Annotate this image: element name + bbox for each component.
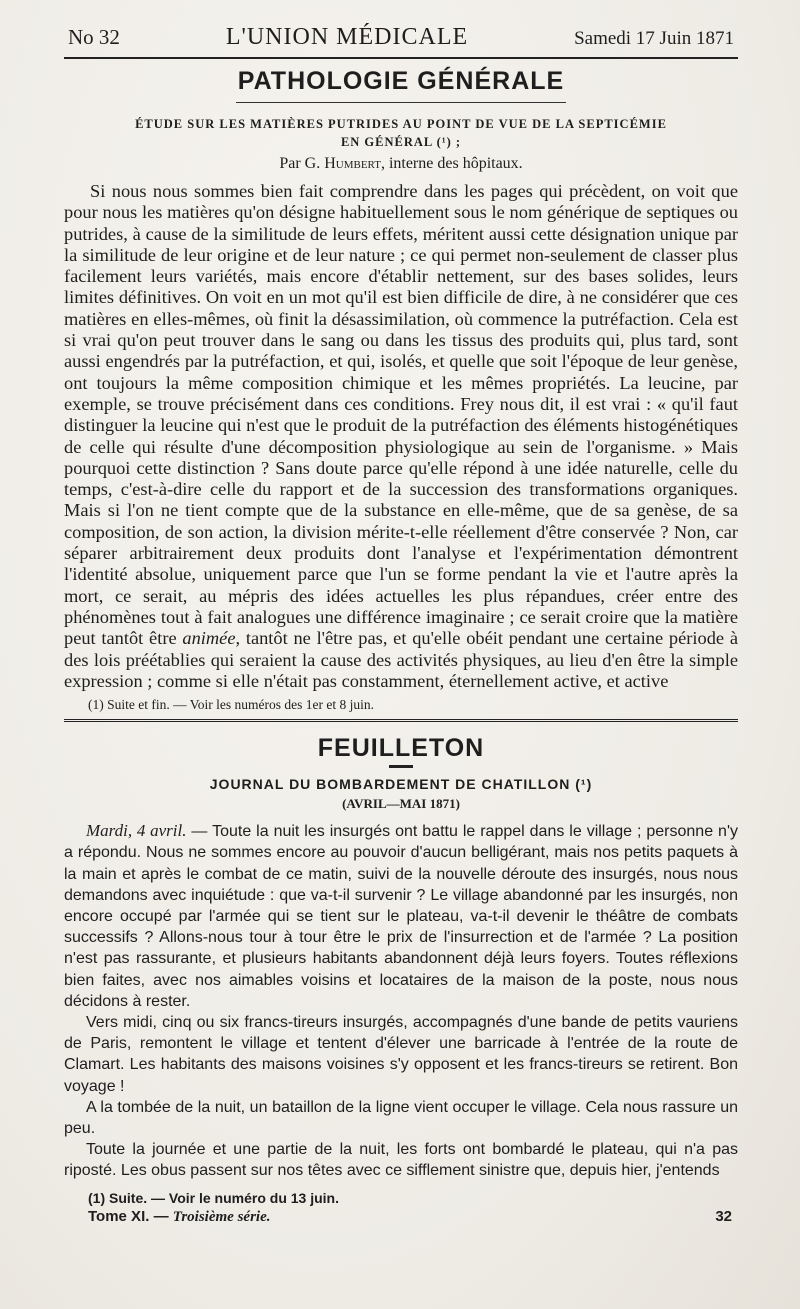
feuilleton-day-heading: Mardi, 4 avril. xyxy=(86,821,187,841)
article-body xyxy=(64,181,738,692)
footer-series: Troisième série. xyxy=(172,1208,271,1225)
article-text-italic: animée xyxy=(182,628,236,649)
page-number: 32 xyxy=(715,1207,732,1225)
feuilleton-date-range: (AVRIL—MAI 1871) xyxy=(342,796,460,812)
feuilleton-paragraph-1 xyxy=(64,820,738,1012)
article-subtitle-line1: ÉTUDE SUR LES MATIÈRES PUTRIDES AU POINT DE VUE DE LA SEPTICÉMIE xyxy=(135,117,667,131)
article-text-part2: , tantôt ne l'être pas, et qu'elle obéit pendant une certaine période à des lois préétablies qui seraient la cause des activités physiques, au lieu d'en être la simple expression ; comme si elle n'était pas constamment, éternellement active, et active xyxy=(64,628,738,691)
feuilleton-footnote: (1) Suite. — Voir le numéro du 13 juin. xyxy=(88,1189,339,1206)
feuilleton-p1-text: — Toute la nuit les insurgés ont battu le rappel dans le village ; personne n'y a répondu. Nous ne sommes encore au pouvoir d'aucun belligérant, mais nos petits paquets à la main et après le combat de ce matin, suivi de la nouvelle déroute des insurgés, nous nous demandons avec inquiétude : que va-t-il survenir ? Le village abandonné par les insurgés, non encore occupé par l'armée qui se tient sur le plateau, va-t-il devenir le théâtre de combats successifs ? Allons-nous tour à tour être le prix de l'insurrection et de l'armée ? La position n'est pas rassurante, et plusieurs habitants abandonnent déjà leurs foyers. Toutes réflexions bien faites, avec nos aimables voisins et locataires de la maison de la poste, nous nous décidons à rester. xyxy=(64,823,738,1010)
journal-title: L'UNION MÉDICALE xyxy=(225,24,469,50)
section-title-rule xyxy=(236,102,566,103)
feuilleton-paragraph-2: Vers midi, cinq ou six francs-tireurs insurgés, accompagnés d'une bande de petits vauriens de Paris, remontent le village et tentent d'élever une barricade à l'entrée de la route de Clamart. Les habitants des maisons voisines s'y opposent et les francs-tireurs se retirent. Bon voyage ! xyxy=(64,1013,738,1095)
issue-number: No 32 xyxy=(68,25,120,49)
footer-volume xyxy=(88,1208,271,1226)
feuilleton-paragraph-3: A la tombée de la nuit, un bataillon de la ligne vient occuper le village. Cela nous rassure un peu. xyxy=(64,1098,738,1137)
author-prefix: Par G. xyxy=(279,155,321,172)
article-text-part1: Si nous nous sommes bien fait comprendre dans les pages qui précèdent, on voit que pour nous les matières qu'on désigne habituellement sous le nom générique de septiques ou putrides, à cause de la similitude de leurs effets, méritent aussi cette désignation unique par la similitude de leur origine et de leur nature ; ce qui permet non-seulement de classer plus facilement leurs variétés, mais encore d'établir nettement, sur des bases solides, leurs limites définitives. On voit en un mot qu'il est bien difficile de dire, à ne considérer que ces matières en elles-mêmes, où finit la désassimilation, où commence la putréfaction. Cela est si vrai qu'on peut trouver dans le sang ou dans les tissus des produits qui, plus tard, sont aussi engendrés par la putréfaction, et qui, isolés, et quelle que soit l'époque de leur genèse, ont toujours la même composition chimique et les mêmes propriétés. La leucine, par exemple, se trouve précisément dans ces conditions. Frey nous dit, il est vrai : « qu'il faut distinguer la leucine qui n'est que le produit de la putréfaction des éléments histogénétiques de celle qui résulte d'une décomposition physiologique au sein de l'organisme. » Mais pourquoi cette distinction ? Sans doute parce qu'elle répond à une idée naturelle, celle du temps, c'est-à-dire celle du rapport et de la succession des transformations organiques. Mais si l'on ne tient compte que de la substance en elle-même, que de sa genèse, de sa composition, de son action, la division mérite-t-elle réellement d'être conservée ? Non, car séparer arbitrairement deux produits dont l'analyse et l'expérimentation démontrent l'identité absolue, uniquement parce que l'un se forme pendant la vie et l'autre après la mort, ce serait, au mépris des idées actuelles les plus répandues, créer entre des phénomènes tout à fait analogues une différence imaginaire ; ce serait croire que la matière peut tantôt être xyxy=(64,181,738,649)
feuilleton-paragraph-4: Toute la journée et une partie de la nuit, les forts ont bombardé le plateau, qui n'a pas riposté. Les obus passent sur nos têtes avec ce sifflement sinistre que, depuis hier, j'entends xyxy=(64,1141,738,1180)
page-footer xyxy=(88,1208,732,1226)
feuilleton-separator xyxy=(64,719,738,722)
footer-tome: Tome XI. — xyxy=(88,1207,173,1225)
issue-date: Samedi 17 Juin 1871 xyxy=(574,28,734,49)
article-subtitle xyxy=(64,115,738,151)
feuilleton-title-dash xyxy=(389,765,413,768)
author-suffix: , interne des hôpitaux. xyxy=(380,155,523,172)
author-name: Humbert xyxy=(324,155,381,172)
header-rule xyxy=(64,57,738,59)
feuilleton-title: FEUILLETON xyxy=(317,734,485,763)
article-footnote: (1) Suite et fin. — Voir les numéros des 1er et 8 juin. xyxy=(88,697,374,713)
article-subtitle-line2: EN GÉNÉRAL (¹) ; xyxy=(340,135,462,149)
page-header xyxy=(64,24,738,57)
article-author xyxy=(64,155,738,173)
section-title: PATHOLOGIE GÉNÉRALE xyxy=(237,67,565,95)
feuilleton-subtitle: JOURNAL DU BOMBARDEMENT DE CHATILLON (¹) xyxy=(209,776,593,793)
